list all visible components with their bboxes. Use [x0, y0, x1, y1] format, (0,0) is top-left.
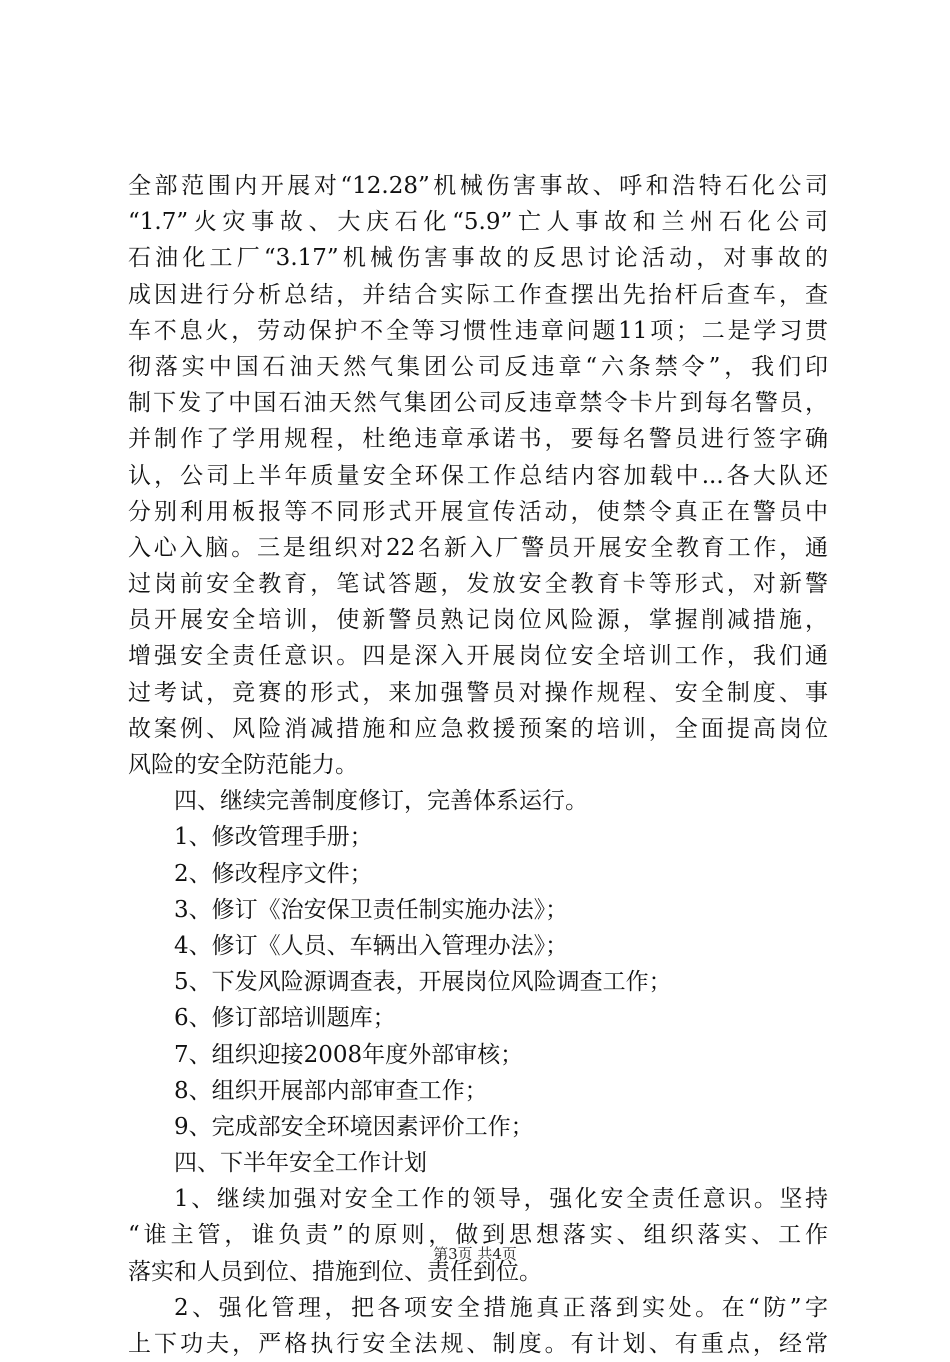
text-line: 制下发了中国石油天然气集团公司反违章禁令卡片到每名警员， — [128, 390, 828, 417]
text-line: 车不息火，劳动保护不全等习惯性违章问题11项；二是学习贯 — [128, 317, 828, 344]
text-line: 石油化工厂“3.17”机械伤害事故的反思讨论活动，对事故的 — [128, 245, 828, 272]
text-line: 9、完成部安全环境因素评价工作； — [174, 1113, 534, 1140]
text-line: 过考试，竞赛的形式，来加强警员对操作规程、安全制度、事 — [128, 679, 828, 706]
text-line: 4、修订《人员、车辆出入管理办法》； — [174, 932, 569, 959]
text-line: 风险的安全防范能力。 — [128, 752, 358, 778]
text-line: 2、修改程序文件； — [174, 860, 373, 887]
page-footer: 第3页 共4页 — [433, 1245, 517, 1263]
text-line: 成因进行分析总结，并结合实际工作查摆出先抬杆后查车，查 — [128, 281, 828, 308]
text-line: 6、修订部培训题库； — [174, 1005, 396, 1032]
text-line: 7、组织迎接2008年度外部审核； — [174, 1041, 524, 1068]
text-line: 5、下发风险源调查表，开展岗位风险调查工作； — [174, 969, 672, 996]
text-line: 认，公司上半年质量安全环保工作总结内容加载中...各大队还 — [128, 462, 828, 489]
text-line: 并制作了学用规程，杜绝违章承诺书，要每名警员进行签字确 — [128, 426, 828, 453]
text-line: 入心入脑。三是组织对22名新入厂警员开展安全教育工作，通 — [128, 534, 828, 561]
text-line: 落实和人员到位、措施到位、责任到位。 — [128, 1258, 542, 1285]
text-line: “谁主管，谁负责”的原则，做到思想落实、组织落实、工作 — [128, 1222, 828, 1249]
text-line: 四、下半年安全工作计划 — [174, 1150, 427, 1177]
text-line: 员开展安全培训，使新警员熟记岗位风险源，掌握削减措施， — [128, 607, 828, 634]
text-line: 2、强化管理，把各项安全措施真正落到实处。在“防”字 — [174, 1294, 828, 1321]
text-line: 3、修订《治安保卫责任制实施办法》； — [174, 896, 569, 923]
text-line: 故案例、风险消减措施和应急救援预案的培训，全面提高岗位 — [128, 715, 828, 742]
text-line: 分别利用板报等不同形式开展宣传活动，使禁令真正在警员中 — [128, 498, 828, 525]
text-line: 彻落实中国石油天然气集团公司反违章“六条禁令”，我们印 — [128, 353, 828, 380]
text-line: 全部范围内开展对“12.28”机械伤害事故、呼和浩特石化公司 — [128, 173, 828, 199]
document-body — [128, 168, 828, 1362]
text-line: 上下功夫，严格执行安全法规、制度。有计划、有重点，经常 — [128, 1331, 828, 1357]
text-line: 8、组织开展部内部审查工作； — [174, 1077, 488, 1104]
text-line: 1、继续加强对安全工作的领导，强化安全责任意识。坚持 — [174, 1186, 828, 1213]
text-line: “1.7”火灾事故、大庆石化“5.9”亡人事故和兰州石化公司 — [128, 209, 828, 236]
text-line: 四、继续完善制度修订，完善体系运行。 — [174, 788, 588, 815]
text-line: 过岗前安全教育，笔试答题，发放安全教育卡等形式，对新警 — [128, 571, 828, 598]
text-line: 增强安全责任意识。四是深入开展岗位安全培训工作，我们通 — [128, 643, 828, 670]
text-line: 1、修改管理手册； — [174, 824, 373, 851]
